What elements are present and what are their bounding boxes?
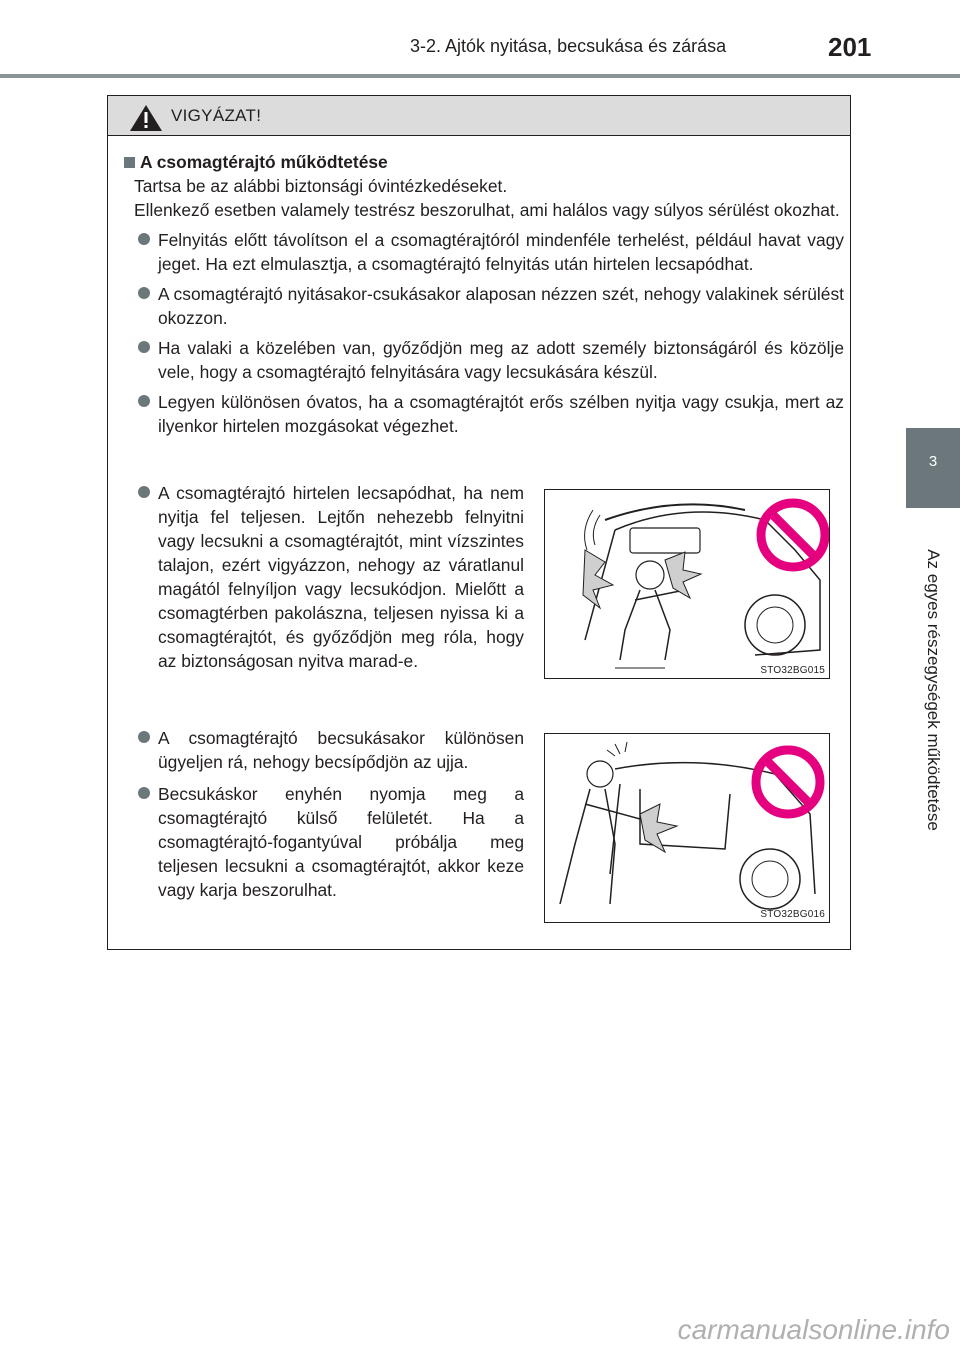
list-item: A csomagtérajtó becsukásakor különösen ügyeljen rá, nehogy becsípődjön az ujja.: [124, 726, 524, 774]
bullet-dot-icon: [138, 731, 150, 743]
tailgate-illustration: [545, 490, 829, 678]
bullet-dot-icon: [138, 395, 150, 407]
warning-box: [107, 95, 851, 950]
figure-tailgate-slam: [544, 489, 830, 679]
intro-text-2: Ellenkező esetben valamely testrész beszorulhat, ami halálos vagy súlyos sérülést okozhat.: [134, 200, 840, 220]
warning-title: VIGYÁZAT!: [171, 106, 262, 125]
bullet-dot-icon: [138, 787, 150, 799]
figure2-text: [124, 726, 524, 910]
square-bullet-icon: [124, 157, 135, 168]
bullet-dot-icon: [138, 486, 150, 498]
page-number: 201: [828, 32, 872, 62]
figure-caption: STO32BG015: [760, 665, 825, 676]
running-header: 3-2. Ajtók nyitása, becsukása és zárása: [410, 36, 727, 56]
warning-content: [124, 150, 844, 438]
bullet-dot-icon: [138, 287, 150, 299]
warning-header: [108, 96, 850, 136]
list-item: Becsukáskor enyhén nyomja meg a csomagtérajtó külső felületét. Ha a csomagtérajtó-fogantyúval próbálja meg teljesen lecsukni a csomagtérajtót, akkor keze vagy karja beszorulhat.: [124, 782, 524, 902]
bullet-dot-icon: [138, 341, 150, 353]
list-item: A csomagtérajtó nyitásakor-csukásakor alaposan nézzen szét, nehogy valakinek sérülést okozzon.: [124, 282, 844, 330]
footer-watermark: carmanualsonline.info: [677, 1314, 950, 1345]
list-item: A csomagtérajtó hirtelen lecsapódhat, ha nem nyitja fel teljesen. Lejtőn nehezebb felnyitni vagy lecsukni a csomagtérajtót, mint vízszintes talajon, ezért vigyázzon, nehogy az váratlanul magától felnyíljon vagy lecsukódjon. Mielőtt a csomagtérben pakolászna, teljesen nyissa ki a csomagtérajtót, és győződjön meg róla, hogy az biztonságosan nyitva marad-e.: [124, 481, 524, 673]
intro-text: Tartsa be az alábbi biztonsági óvintézkedéseket.: [134, 176, 508, 196]
figure1-text: [124, 481, 524, 681]
figure-finger-pinch: [544, 733, 830, 923]
finger-pinch-illustration: [545, 734, 829, 922]
bullet-dot-icon: [138, 233, 150, 245]
header-rule: [0, 74, 960, 78]
section-heading: [124, 150, 844, 174]
chapter-label: Az egyes részegységek működtetése: [924, 549, 943, 831]
chapter-tab: [906, 428, 960, 508]
list-item: Felnyitás előtt távolítson el a csomagtérajtóról mindenféle terhelést, például havat vagy jeget. Ha ezt elmulasztja, a csomagtérajtó felnyitás után hirtelen lecsapódhat.: [124, 228, 844, 276]
warning-triangle-icon: [129, 104, 163, 132]
section-title: A csomagtérajtó működtetése: [140, 152, 388, 172]
chapter-number: 3: [928, 453, 938, 470]
list-item: Ha valaki a közelében van, győződjön meg az adott személy biztonságáról és közölje vele, hogy a csomagtérajtó felnyitására vagy lecsukására készül.: [124, 336, 844, 384]
list-item: Legyen különösen óvatos, ha a csomagtérajtót erős szélben nyitja vagy csukja, mert az ilyenkor hirtelen mozgásokat végezhet.: [124, 390, 844, 438]
figure-caption: STO32BG016: [760, 909, 825, 920]
